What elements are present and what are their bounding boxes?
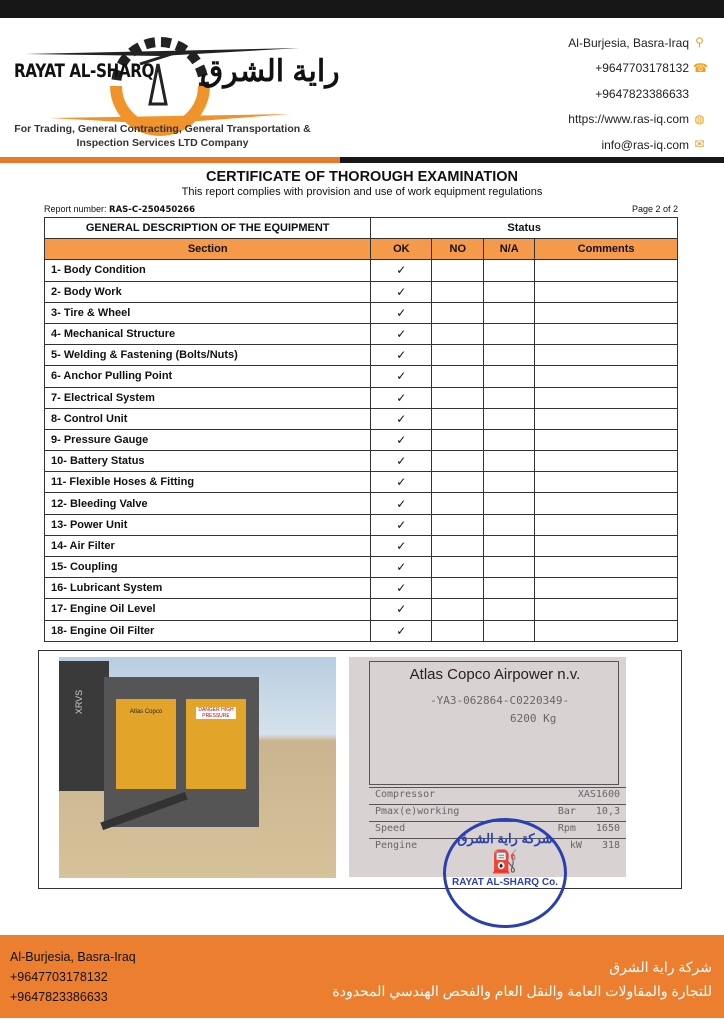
row-na: [484, 429, 535, 450]
row-na: [484, 535, 535, 556]
row-ok-check: ✓: [371, 281, 432, 302]
row-no: [432, 578, 484, 599]
row-no: [432, 408, 484, 429]
row-no: [432, 599, 484, 620]
row-no: [432, 472, 484, 493]
table-row: [45, 557, 678, 578]
row-na: [484, 408, 535, 429]
row-no: [432, 429, 484, 450]
row-no: [432, 323, 484, 344]
table-row: [45, 514, 678, 535]
table-row: [45, 302, 678, 323]
row-comments: [535, 514, 678, 535]
row-ok-check: ✓: [371, 578, 432, 599]
row-section: 9- Pressure Gauge: [45, 429, 371, 450]
contact-phone-2: +9647823386633: [595, 86, 689, 101]
row-section: 8- Control Unit: [45, 408, 371, 429]
page-number: Page 2 of 2: [631, 204, 678, 214]
row-na: [484, 578, 535, 599]
row-na: [484, 281, 535, 302]
footer-company-ar: شركة راية الشرق: [609, 959, 712, 975]
row-no: [432, 260, 484, 281]
globe-icon: ◍: [694, 111, 705, 126]
row-no: [432, 302, 484, 323]
row-comments: [535, 493, 678, 514]
table-row: [45, 620, 678, 641]
table-row: [45, 408, 678, 429]
contact-address: Al-Burjesia, Basra-Iraq ⚲: [568, 30, 706, 56]
row-section: 7- Electrical System: [45, 387, 371, 408]
row-section: 17- Engine Oil Level: [45, 599, 371, 620]
divider-black: [340, 157, 724, 163]
table-row: [45, 535, 678, 556]
col-no: NO: [432, 239, 484, 260]
photo-panel: [38, 650, 682, 889]
row-ok-check: ✓: [371, 493, 432, 514]
row-comments: [535, 620, 678, 641]
row-ok-check: ✓: [371, 472, 432, 493]
table-row: [45, 345, 678, 366]
row-comments: [535, 408, 678, 429]
row-comments: [535, 578, 678, 599]
row-no: [432, 620, 484, 641]
row-comments: [535, 323, 678, 344]
row-ok-check: ✓: [371, 451, 432, 472]
plate-maker: Atlas Copco Airpower n.v.: [409, 666, 581, 683]
document-title: CERTIFICATE OF THOROUGH EXAMINATION: [205, 169, 518, 185]
table-row: [45, 493, 678, 514]
row-no: [432, 535, 484, 556]
row-comments: [535, 557, 678, 578]
row-section: 14- Air Filter: [45, 535, 371, 556]
row-na: [484, 493, 535, 514]
row-comments: [535, 472, 678, 493]
row-ok-check: ✓: [371, 599, 432, 620]
row-no: [432, 366, 484, 387]
row-section: 6- Anchor Pulling Point: [45, 366, 371, 387]
row-ok-check: ✓: [371, 620, 432, 641]
row-section: 10- Battery Status: [45, 451, 371, 472]
inspection-table: [44, 217, 678, 642]
col-section: Section: [45, 239, 371, 260]
row-ok-check: ✓: [371, 302, 432, 323]
table-row: [45, 281, 678, 302]
row-section: 2- Body Work: [45, 281, 371, 302]
plate-row: Speed 1650 Rpm: [369, 821, 626, 838]
row-na: [484, 366, 535, 387]
plate-row: Compressor XAS1600: [369, 787, 626, 804]
contact-email: info@ras-iq.com ✉: [601, 137, 705, 152]
table-row: [45, 472, 678, 493]
row-comments: [535, 599, 678, 620]
row-comments: [535, 366, 678, 387]
nameplate-photo: Atlas Copco Airpower n.v. -YA3-062864-C0220349- 6200 Kg Compressor XAS1600 Pmax(e)working 10,3 Bar Speed 1650 Rpm Pengine 318 kW: [349, 657, 626, 877]
tagline: For Trading, General Contracting, General Transportation & Inspection Services LTD Company: [14, 123, 311, 149]
footer-phone: +9647703178132: [10, 970, 108, 984]
row-no: [432, 281, 484, 302]
row-comments: [535, 387, 678, 408]
mail-icon: ✉: [694, 137, 705, 152]
row-ok-check: ✓: [371, 260, 432, 281]
row-section: 18- Engine Oil Filter: [45, 620, 371, 641]
row-na: [484, 451, 535, 472]
oil-pump-icon: ⛽: [491, 849, 519, 874]
row-section: 15- Coupling: [45, 557, 371, 578]
footer-phone-2: +9647823386633: [10, 990, 108, 1004]
row-na: [484, 472, 535, 493]
row-no: [432, 557, 484, 578]
row-comments: [535, 429, 678, 450]
row-ok-check: ✓: [371, 408, 432, 429]
header-contacts: [568, 30, 706, 158]
row-na: [484, 599, 535, 620]
table-row: [45, 429, 678, 450]
table-row: [45, 366, 678, 387]
phone-icon: ☎: [693, 60, 708, 75]
row-section: 16- Lubricant System: [45, 578, 371, 599]
row-no: [432, 451, 484, 472]
row-ok-check: ✓: [371, 557, 432, 578]
row-na: [484, 323, 535, 344]
col-na: N/A: [484, 239, 535, 260]
table-row: [45, 578, 678, 599]
table-row: [45, 599, 678, 620]
row-section: 5- Welding & Fastening (Bolts/Nuts): [45, 345, 371, 366]
compressor-photo: Atlas Copco DANGER HIGH PRESSURE XRVS: [59, 657, 336, 878]
group-header: GENERAL DESCRIPTION OF THE EQUIPMENT: [45, 218, 371, 239]
footer-description-ar: للتجارة والمقاولات العامة والنقل العام والفحص الهندسي المحدودة: [332, 983, 712, 999]
row-comments: [535, 281, 678, 302]
row-ok-check: ✓: [371, 323, 432, 344]
company-stamp: شركة راية الشرق ⛽ RAYAT AL-SHARQ Co.: [443, 818, 567, 928]
col-comments: Comments: [535, 239, 678, 260]
row-ok-check: ✓: [371, 366, 432, 387]
row-comments: [535, 451, 678, 472]
row-ok-check: ✓: [371, 514, 432, 535]
row-ok-check: ✓: [371, 345, 432, 366]
row-section: 11- Flexible Hoses & Fitting: [45, 472, 371, 493]
row-section: 3- Tire & Wheel: [45, 302, 371, 323]
row-no: [432, 345, 484, 366]
row-comments: [535, 535, 678, 556]
row-ok-check: ✓: [371, 535, 432, 556]
row-comments: [535, 302, 678, 323]
table-row: [45, 387, 678, 408]
brand-name-arabic: راية الشرق: [200, 55, 340, 88]
row-section: 1- Body Condition: [45, 260, 371, 281]
contact-website: https://www.ras-iq.com ◍: [568, 111, 705, 127]
row-na: [484, 514, 535, 535]
row-na: [484, 260, 535, 281]
row-no: [432, 493, 484, 514]
location-icon: ⚲: [695, 35, 704, 50]
row-section: 12- Bleeding Valve: [45, 493, 371, 514]
contact-phone: +9647703178132 ☎: [595, 60, 708, 76]
report-number: Report number: RAS-C-250450266: [44, 204, 196, 215]
row-ok-check: ✓: [371, 429, 432, 450]
table-row: [45, 260, 678, 281]
col-ok: OK: [371, 239, 432, 260]
brand-name: RAYAT AL-SHARQ: [14, 60, 155, 82]
row-comments: [535, 260, 678, 281]
row-na: [484, 620, 535, 641]
row-na: [484, 302, 535, 323]
row-na: [484, 557, 535, 578]
top-bar: [0, 0, 724, 18]
row-section: 4- Mechanical Structure: [45, 323, 371, 344]
table-row: [45, 323, 678, 344]
row-na: [484, 387, 535, 408]
table-row: [45, 451, 678, 472]
row-comments: [535, 345, 678, 366]
document-subtitle: This report complies with provision and use of work equipment regulations: [181, 186, 543, 198]
footer-address: Al-Burjesia, Basra-Iraq: [10, 950, 136, 964]
row-ok-check: ✓: [371, 387, 432, 408]
plate-row: Pengine 318 kW: [369, 838, 626, 855]
row-no: [432, 514, 484, 535]
row-no: [432, 387, 484, 408]
footer: [0, 935, 724, 1018]
divider-orange: [0, 157, 340, 163]
plate-row: Pmax(e)working 10,3 Bar: [369, 804, 626, 821]
status-header: Status: [371, 218, 678, 239]
row-na: [484, 345, 535, 366]
row-section: 13- Power Unit: [45, 514, 371, 535]
